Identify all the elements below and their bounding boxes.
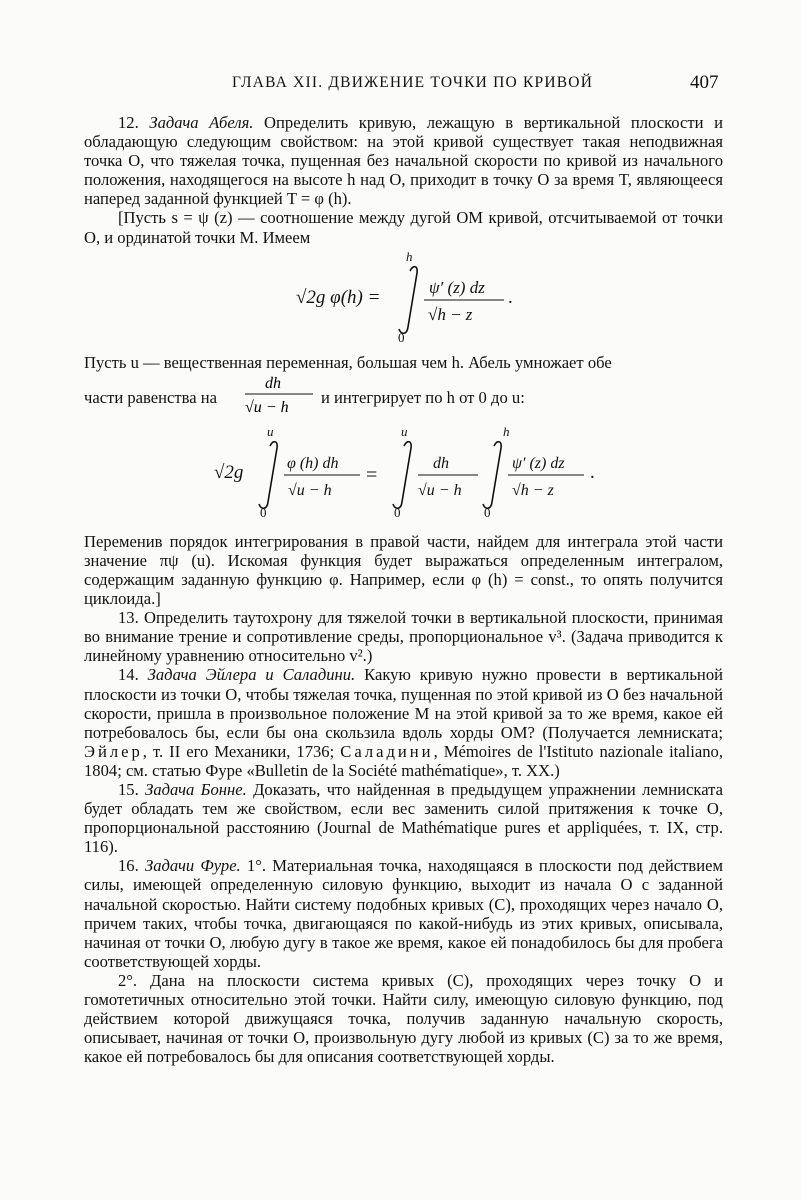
eq2-i1-numerator: φ (h) dh bbox=[287, 454, 339, 472]
eq1-lower-limit: 0 bbox=[398, 329, 405, 345]
eq2-i1-upper: u bbox=[267, 423, 274, 439]
problem-15 bbox=[84, 780, 723, 856]
problem-text: Определить кривую, лежащую в вертикальной плоскости и обладающую следующим свойством: на этой кривой существует такая неподвижная точка O, что тяжелая точка, пущенная без начальной скорости по кривой из начального положения, находящегося на высоте h над O, приходит в точку O за время T, являющееся наперед заданной функцией T = φ (h). bbox=[84, 113, 723, 209]
page-number: 407 bbox=[690, 72, 719, 93]
problem-14 bbox=[84, 665, 723, 780]
abel-pre-text: части равенства на bbox=[84, 387, 217, 407]
eq1-integral-sign bbox=[399, 266, 417, 333]
eq2-equals: = bbox=[366, 463, 378, 486]
eq2-i3-lower: 0 bbox=[484, 504, 491, 520]
order-change-paragraph: Переменив порядок интегрирования в правой части, найдем для интеграла этой части значение πψ (u). Искомая функция будет выражаться определенным интегралом, содержащим заданную функцию φ. Например, если φ (h) = const., то опять получится циклоида.] bbox=[84, 531, 723, 609]
author-euler: Эйлер bbox=[84, 741, 143, 761]
problem-title: Задачи Фуре. bbox=[144, 856, 241, 876]
eq2-lhs: √2g bbox=[214, 461, 244, 483]
eq1-upper-limit: h bbox=[406, 248, 413, 264]
problem-number: 15. bbox=[118, 779, 139, 799]
eq2-i1-lower: 0 bbox=[260, 504, 267, 520]
inline-fraction-numerator: dh bbox=[265, 374, 281, 392]
problem-16 bbox=[84, 856, 723, 971]
eq1-lhs: √2g φ(h) = bbox=[296, 286, 381, 308]
equation-1 bbox=[84, 247, 723, 345]
problem-text: Доказать, что найденная в предыдущем упражнении лемниската будет обладать тем же свойством, если вес заменить силой притяжения к точке O, пропорциональной расстоянию (Journal de Mathématique pures et appliquées, т. IX, стр. 116). bbox=[84, 779, 723, 857]
abel-line-2 bbox=[84, 372, 723, 418]
eq1-period: . bbox=[508, 286, 513, 308]
eq2-integral-2 bbox=[393, 441, 411, 508]
eq2-i2-lower: 0 bbox=[394, 504, 401, 520]
problem-text: Определить таутохрону для тяжелой точки в вертикальной плоскости, принимая во внимание трение и сопротивление среды, пропорциональное v³. (Задача приводится к линейному уравнению относительно v².) bbox=[84, 608, 723, 666]
eq2-integral-1 bbox=[259, 441, 277, 508]
eq2-i2-upper: u bbox=[401, 423, 408, 439]
problem-text-2: , т. II его Механики, 1736; bbox=[142, 741, 341, 761]
abel-paragraph bbox=[84, 353, 723, 372]
chapter-title: ГЛАВА XII. ДВИЖЕНИЕ ТОЧКИ ПО КРИВОЙ bbox=[232, 74, 594, 91]
abel-post-text: и интегрирует по h от 0 до u: bbox=[321, 387, 525, 407]
problem-title: Задача Бонне. bbox=[145, 779, 247, 799]
problem-number: 12. bbox=[118, 113, 139, 132]
equation-2 bbox=[84, 418, 723, 522]
problem-title: Задача Эйлера и Саладини. bbox=[147, 665, 356, 685]
problem-16-part-2: 2°. Дана на плоскости система кривых (C), проходящих через точку O и гомотетичных относительно этой точки. Найти силу, имеющую силовую функцию, под действием которой движущаяся точка, получив заданную начальную скорость, описывает, начиная от точки O, произвольную дугу любой из кривых (C) за то же время, какое ей потребовалось бы для описания соответствующей хорды. bbox=[84, 970, 723, 1067]
eq2-i2-denominator: √u − h bbox=[418, 481, 462, 499]
eq2-period: . bbox=[590, 461, 595, 483]
problem-13 bbox=[84, 608, 723, 665]
abel-line-1: Пусть u — вещественная переменная, большая чем h. Абель умножает обе bbox=[84, 352, 612, 372]
eq2-i3-numerator: ψ′ (z) dz bbox=[512, 454, 565, 472]
running-header bbox=[0, 72, 801, 98]
eq1-denominator: √h − z bbox=[428, 304, 473, 324]
page-body bbox=[84, 113, 723, 1066]
eq2-i2-numerator: dh bbox=[433, 454, 449, 472]
eq2-i1-denominator: √u − h bbox=[288, 481, 332, 499]
inline-fraction bbox=[239, 372, 329, 418]
problem-12 bbox=[84, 113, 723, 208]
author-saladini: Саладини bbox=[340, 741, 434, 761]
problem-number: 14. bbox=[118, 665, 139, 685]
eq2-integral-3 bbox=[483, 441, 501, 508]
inline-fraction-denominator: √u − h bbox=[245, 398, 289, 416]
problem-12-hint: [Пусть s = ψ (z) — соотношение между дугой OM кривой, отсчитываемой от точки O, и ординатой точки M. Имеем bbox=[84, 208, 723, 247]
problem-number: 16. bbox=[118, 856, 139, 876]
eq2-i3-denominator: √h − z bbox=[512, 481, 554, 499]
problem-text: 1°. Материальная точка, находящаяся в плоскости под действием силы, имеющей определенную силовую функцию, выходит из начала O с заданной начальной скоростью. Найти систему подобных кривых (C), проходящих через начало O, причем таких, чтобы точка, двигающаяся по какой-нибудь из этих кривых, описывала, начиная от точки O, любую дугу в такое же время, какое ей понадобилось бы для пробега соответствующей хорды. bbox=[84, 856, 723, 971]
eq1-numerator: ψ′ (z) dz bbox=[429, 277, 485, 297]
eq2-i3-upper: h bbox=[503, 423, 510, 439]
problem-title: Задача Абеля. bbox=[149, 113, 254, 132]
problem-number: 13. bbox=[118, 608, 139, 628]
problem-text-3: , Mémoires de l'Istituto nazionale italiano, 1804; см. статью Фуре «Bulletin de la Société mathématique», т. XX.) bbox=[84, 741, 723, 780]
problem-text-1: Какую кривую нужно провести в вертикальной плоскости из точки O, чтобы тяжелая точка, пущенная по этой кривой из O без начальной скорости, пришла в произвольное положение M на этой кривой за то же время, какое ей потребовалось бы, если бы она скользила вдоль хорды OM? (Получается лемниската; bbox=[84, 665, 723, 742]
